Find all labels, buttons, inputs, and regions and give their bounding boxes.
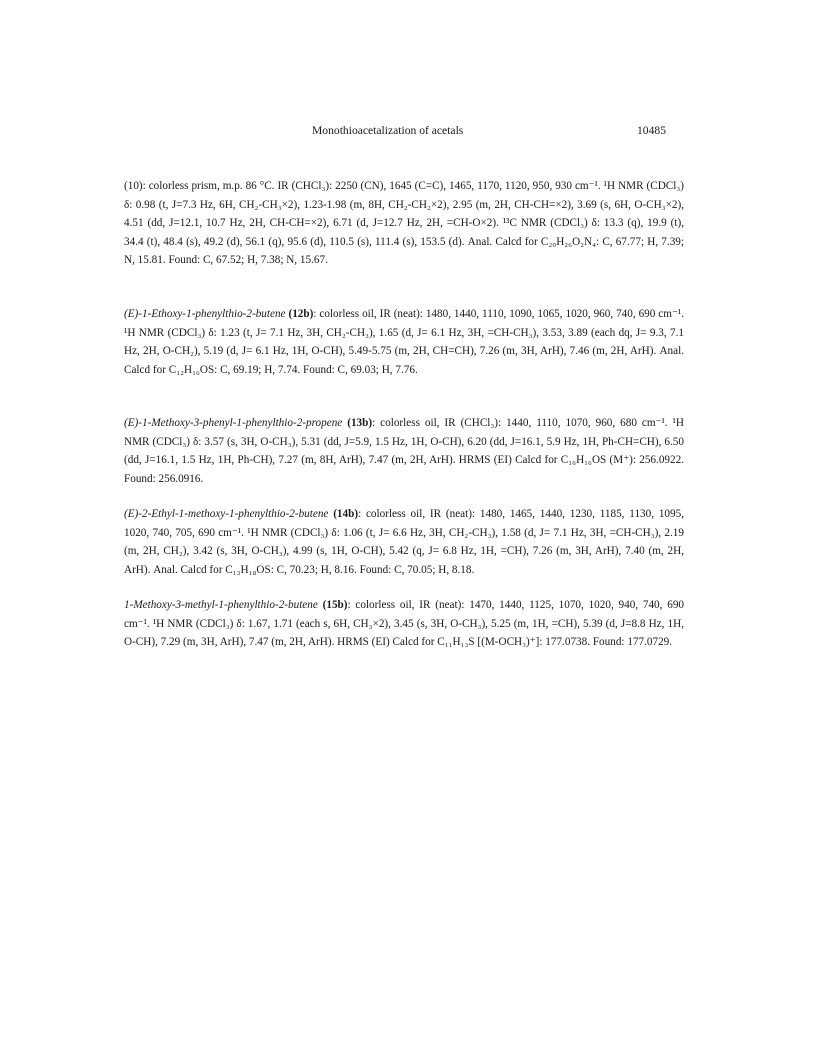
paragraph-compound-14b <box>124 505 684 579</box>
compound-name: (E)-1-Ethoxy-1-phenylthio-2-butene <box>124 308 286 320</box>
compound-label: (14b) <box>333 508 359 520</box>
paragraph-text: (10): colorless prism, m.p. 86 °C. IR (CHCl₃): 2250 (CN), 1645 (C=C), 1465, 1170, 1120, 950, 930 cm⁻¹. ¹H NMR (CDCl₃) δ: 0.98 (t, J=7.3 Hz, 6H, CH₂-CH₃×2), 1.23-1.98 (m, 8H, CH₂-CH₂×2), 2.95 (m, 2H, CH-CH=×2), 3.69 (s, 6H, O-CH₃×2), 4.51 (dd, J=12.1, 10.7 Hz, 2H, CH-CH=×2), 6.71 (d, J=12.7 Hz, 2H, =CH-O×2). ¹³C NMR (CDCl₃) δ: 13.3 (q), 19.9 (t), 34.4 (t), 48.4 (s), 49.2 (d), 56.1 (q), 95.6 (d), 110.5 (s), 111.4 (s), 153.5 (d). Anal. Calcd for C₂₀H₂₆O₂N₄: C, 67.77; H, 7.39; N, 15.81. Found: C, 67.52; H, 7.38; N, 15.67. <box>124 180 684 266</box>
compound-label: (12b) <box>288 308 314 320</box>
running-head <box>0 124 815 140</box>
page-number: 10485 <box>637 124 666 137</box>
paragraph-compound-12b <box>124 305 684 379</box>
paragraph-compound-10 <box>124 177 684 270</box>
compound-name: 1-Methoxy-3-methyl-1-phenylthio-2-butene <box>124 599 318 611</box>
paragraph-compound-15b <box>124 596 684 652</box>
paragraph-text: : colorless oil, IR (neat): 1480, 1440, 1110, 1090, 1065, 1020, 960, 740, 690 cm⁻¹. ¹H NMR (CDCl₃) δ: 1.23 (t, J= 7.1 Hz, 3H, CH₂-CH₃), 1.65 (d, J= 6.1 Hz, 3H, =CH-CH₃), 3.53, 3.89 (each dq, J= 9.3, 7.1 Hz, 2H, O-CH₂), 5.19 (d, J= 6.1 Hz, 1H, O-CH), 5.49-5.75 (m, 2H, CH=CH), 7.26 (m, 3H, ArH), 7.46 (m, 2H, ArH). Anal. Calcd for C₁₂H₁₆OS: C, 69.19; H, 7.74. Found: C, 69.03; H, 7.76. <box>124 308 685 376</box>
paragraph-text: : colorless oil, IR (neat): 1480, 1465, 1440, 1230, 1185, 1130, 1095, 1020, 740, 705, 690 cm⁻¹. ¹H NMR (CDCl₃) δ: 1.06 (t, J= 6.6 Hz, 3H, CH₂-CH₃), 1.58 (d, J= 7.1 Hz, 3H, =CH-CH₃), 2.19 (m, 2H, CH₂), 3.42 (s, 3H, O-CH₃), 4.99 (s, 1H, O-CH), 5.42 (q, J= 6.8 Hz, 1H, =CH), 7.26 (m, 3H, ArH), 7.40 (m, 2H, ArH). Anal. Calcd for C₁₃H₁₈OS: C, 70.23; H, 8.16. Found: C, 70.05; H, 8.18. <box>124 508 684 576</box>
running-title: Monothioacetalization of acetals <box>312 124 464 137</box>
compound-name: (E)-1-Methoxy-3-phenyl-1-phenylthio-2-propene <box>124 417 343 429</box>
paragraph-text: : colorless oil, IR (neat): 1470, 1440, 1125, 1070, 1020, 940, 740, 690 cm⁻¹. ¹H NMR (CDCl₃) δ: 1.67, 1.71 (each s, 6H, CH₃×2), 3.45 (s, 3H, O-CH₃), 5.25 (m, 1H, =CH), 5.39 (d, J=8.8 Hz, 1H, O-CH), 7.29 (m, 3H, ArH), 7.47 (m, 2H, ArH). HRMS (EI) Calcd for C₁₁H₁₃S [(M-OCH₃)⁺]: 177.0738. Found: 177.0729. <box>124 599 685 648</box>
compound-label: (13b) <box>347 417 373 429</box>
compound-name: (E)-2-Ethyl-1-methoxy-1-phenylthio-2-butene <box>124 508 329 520</box>
paragraph-text: : colorless oil, IR (CHCl₃): 1440, 1110, 1070, 960, 680 cm⁻¹. ¹H NMR (CDCl₃) δ: 3.57 (s, 3H, O-CH₃), 5.31 (dd, J=5.9, 1.5 Hz, 1H, O-CH), 6.20 (dd, J=16.1, 5.9 Hz, 1H, Ph-CH=CH), 6.50 (dd, J=16.1, 1.5 Hz, 1H, Ph-CH), 7.27 (m, 8H, ArH), 7.47 (m, 2H, ArH). HRMS (EI) Calcd for C₁₆H₁₆OS (M⁺): 256.0922. Found: 256.0916. <box>124 417 684 485</box>
paragraph-compound-13b <box>124 414 684 488</box>
compound-label: (15b) <box>322 599 348 611</box>
